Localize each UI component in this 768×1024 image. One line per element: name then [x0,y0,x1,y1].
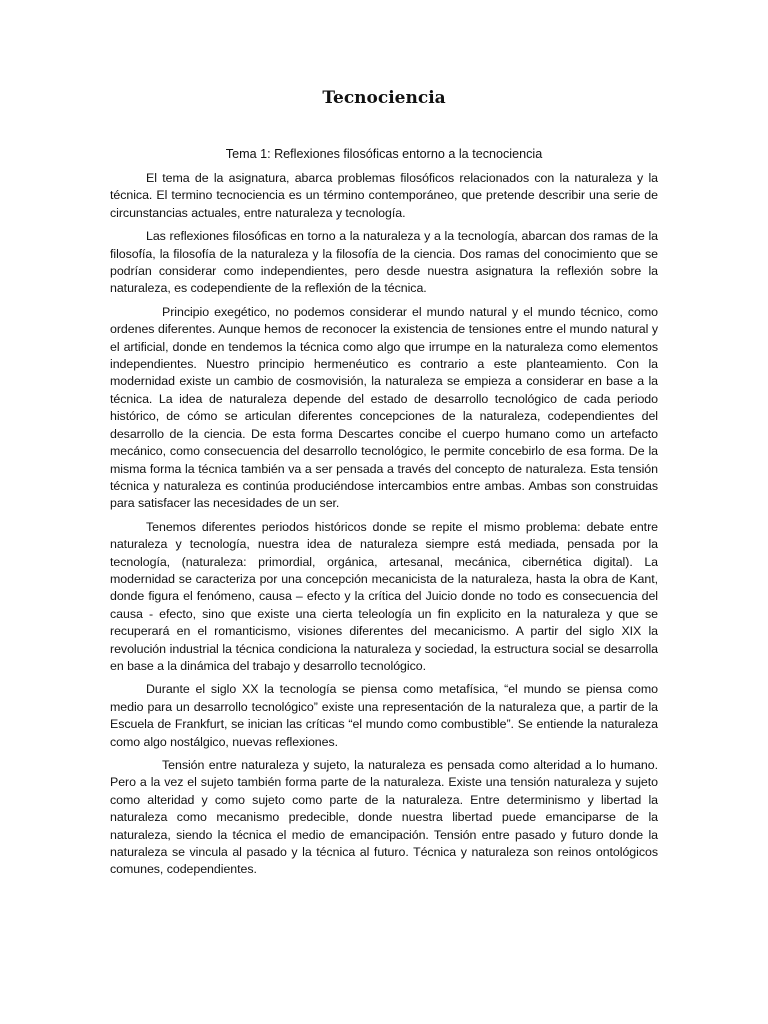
paragraph-5: Durante el siglo XX la tecnología se piensa como metafísica, “el mundo se piensa como medio para un desarrollo tecnológico” existe una representación de la naturaleza que, a partir de la Escuela de Frankfurt, se inician las críticas “el mundo como combustible”. Se entiende la naturaleza como algo nostálgico, nuevas reflexiones. [110,682,658,749]
paragraph-4: Tenemos diferentes periodos históricos donde se repite el mismo problema: debate entre naturaleza y tecnología, nuestra idea de naturaleza siempre está mediada, pensada por la tecnología, (naturaleza: primordial, orgánica, artesanal, mecánica, cibernética digital). La modernidad se caracteriza por una concepción mecanicista de la naturaleza, hasta la obra de Kant, donde figura el fenómeno, causa – efecto y la crítica del Juicio donde no todo es consecuencia del causa - efecto, sino que existe una cierta teleología un fin explicito en la naturaleza y que se recuperará en el romanticismo, visiones diferentes del mecanicismo. A partir del siglo XIX la revolución industrial la técnica condiciona la naturaleza y sociedad, la estructura social se desarrolla en base a la dinámica del trabajo y desarrollo tecnológico. [110,519,658,673]
paragraph-3: Principio exegético, no podemos considerar el mundo natural y el mundo técnico, como ordenes diferentes. Aunque hemos de reconocer la existencia de tensiones entre el mundo natural y el artificial, donde en tendemos la técnica como algo que irrumpe en la naturaleza como elementos independientes. Nuestro principio hermenéutico es contrario a este planteamiento. Con la modernidad existe un cambio de cosmovisión, la naturaleza se empieza a considerar en base a la técnica. La idea de naturaleza depende del estado de desarrollo tecnológico de cada periodo histórico, de cómo se articulan diferentes concepciones de la naturaleza, codependientes del desarrollo de la ciencia. De esta forma Descartes concibe el cuerpo humano como un artefacto mecánico, como consecuencia del desarrollo tecnológico, le permite concebirlo de esa forma. De la misma forma la técnica también va a ser pensada a través del concepto de naturaleza. Esta tensión técnica y naturaleza es continúa produciéndose intercambios entre ambas. Ambas son construidas para satisfacer las necesidades de un ser. [110,304,658,511]
paragraph-2: Las reflexiones filosóficas en torno a la naturaleza y a la tecnología, abarcan dos ramas de la filosofía, la filosofía de la naturaleza y la filosofía de la ciencia. Dos ramas del conocimiento que se podrían considerar como independientes, pero desde nuestra asignatura la reflexión sobre la naturaleza, es codependiente de la reflexión de la técnica. [110,229,658,296]
paragraph-6: Tensión entre naturaleza y sujeto, la naturaleza es pensada como alteridad a lo humano. Pero a la vez el sujeto también forma parte de la naturaleza. Existe una tensión naturaleza y sujeto como alteridad y como sujeto como parte de la naturaleza. Entre determinismo y libertad la naturaleza como mecanismo predecible, donde nuestra libertad puede emanciparse de la naturaleza, siendo la técnica el medio de emancipación. Tensión entre pasado y futuro donde la naturaleza se vincula al pasado y la técnica al futuro. Técnica y naturaleza son reinos ontológicos comunes, codependientes. [110,758,658,877]
document-page [110,86,658,885]
document-title: Tecnociencia [322,88,446,108]
section-heading: Tema 1: Reflexiones filosóficas entorno a la tecnociencia [225,147,543,161]
paragraph-1: El tema de la asignatura, abarca problemas filosóficos relacionados con la naturaleza y la técnica. El termino tecnociencia es un término contemporáneo, que pretende describir una serie de circunstancias actuales, entre naturaleza y tecnología. [110,171,658,220]
